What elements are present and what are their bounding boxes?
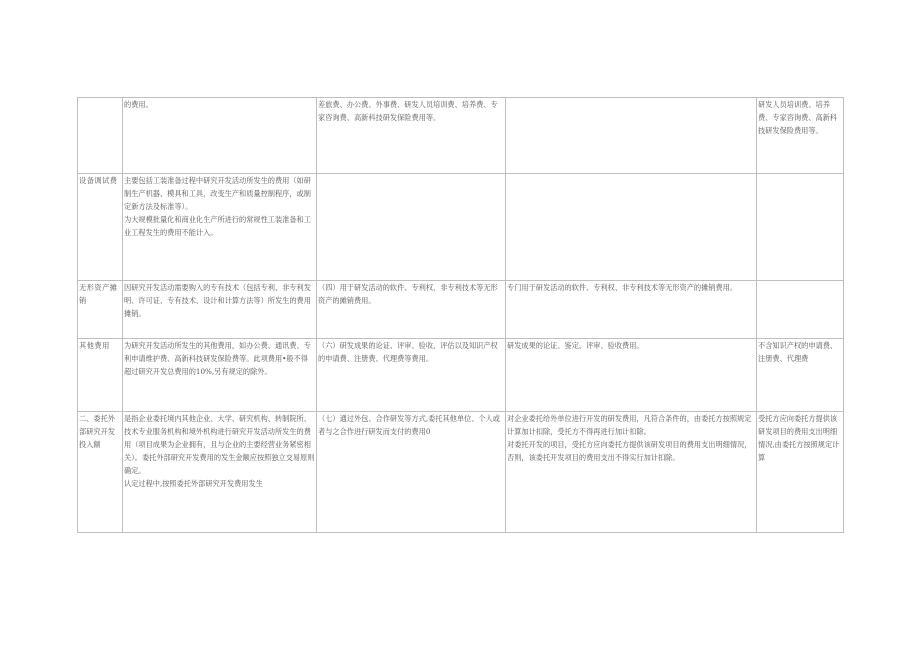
rd-expense-table [77, 97, 844, 533]
cell-note [757, 174, 844, 281]
cell-policy-b [506, 98, 757, 174]
row-head: 设备调试费 [78, 174, 123, 281]
cell-policy-a: 差旅费、办公费、外事费、研发人员培训费、培养费、专家咨询费、高新科技研发保险费用等。 [317, 98, 506, 174]
cell-policy-b: 研发成果的论证、鉴定、评审、验收费用。 [506, 339, 757, 412]
cell-definition: 是指企业委托境内其他企业、大学、研究机构、转制院所、技术专业服务机构和境外机构进行研究开发活动所发生的费用（项目成果为企业拥有，且与企业的主要经营业务紧密相关）。委托外部研究开发费用的发生金额应按照独立交易原则确定。 认定过程中,按照委托外部研究开发费用发生 [123, 412, 317, 533]
row-head: 其他费用 [78, 339, 123, 412]
cell-policy-a: （六）研发成果的论证、评审、验收、评估以及知识产权的申请费、注册费、代理费等费用。 [317, 339, 506, 412]
cell-definition: 的费用。 [123, 98, 317, 174]
table-row [78, 339, 844, 412]
row-head [78, 98, 123, 174]
cell-policy-a: （四）用于研发活动的软件、专利权、非专利技术等无形资产的摊销费用。 [317, 281, 506, 339]
table-row [78, 98, 844, 174]
cell-note: 不含知识产权的申请费、注册费、代理费 [757, 339, 844, 412]
cell-policy-b: 专门用于研发活动的软件、专利权、非专利技术等无形资产的摊销费用。 [506, 281, 757, 339]
cell-note: 研发人员培训费、培养费、专家咨询费、高新科技研发保险费用等。 [757, 98, 844, 174]
cell-note: 受托方应向委托方提供该研发项目的费用支出明细情况,由委托方按照规定计算 [757, 412, 844, 533]
cell-policy-b: 对企业委托给外单位进行开发的研发费用，凡符合条件的，由委托方按照规定计算加计扣除，受托方不得再进行加计扣除。 对委托开发的项目，受托方应向委托方提供该研发项目的费用支出明细情况，否则，该委托开发项目的费用支出不得实行加计扣除。 [506, 412, 757, 533]
table-row [78, 174, 844, 281]
cell-definition: 为研究开发活动所发生的其他费用，如办公费、通讯费、专利申请维护费、高新科技研发保险费等。此项费用•般不得超过研究开发总费用的10%,另有规定的除外。 [123, 339, 317, 412]
cell-policy-a: （七）通过外包、合作研发等方式,委托其他单位、个人或者与之合作进行研发而支付的费用0 [317, 412, 506, 533]
table-row [78, 412, 844, 533]
row-head: 二、委托外部研究开发投入额 [78, 412, 123, 533]
cell-policy-b [506, 174, 757, 281]
row-head: 无形资产摊销 [78, 281, 123, 339]
cell-note [757, 281, 844, 339]
table-row [78, 281, 844, 339]
cell-definition: 因研究开发活动需要购入的专有技术（包括专利、非专利发明、许可证、专有技术、设计和计算方法等）所发生的费用摊销。 [123, 281, 317, 339]
cell-policy-a [317, 174, 506, 281]
cell-definition: 主要包括工装准备过程中研究开发活动所发生的费用（如研制生产机器、模具和工具，改变生产和质量控制程序，或制定新方法及标准等）。 为大规模批量化和商业化生产所进行的常规性工装准备和工业工程发生的费用不能计入。 [123, 174, 317, 281]
